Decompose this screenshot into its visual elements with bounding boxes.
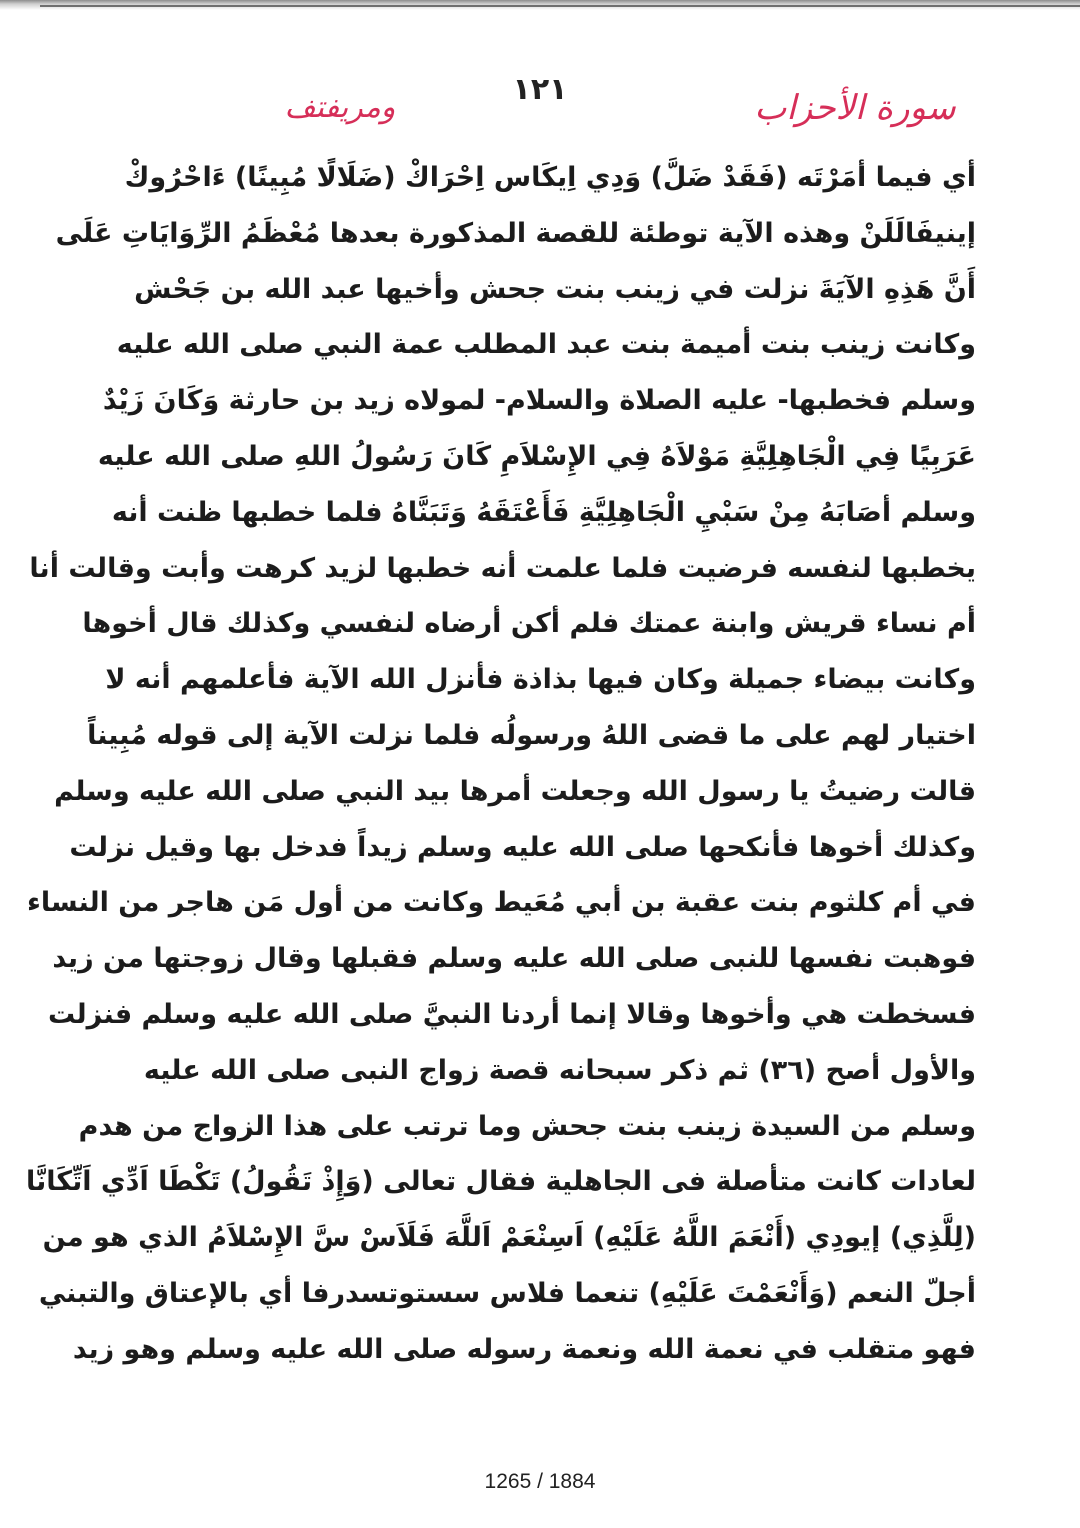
text-line: أَنَّ هَذِهِ الآيَةَ نزلت في زينب بنت جحش وأخيها عبد الله بن جَحْش [134,273,976,305]
viewer-page-indicator: 1265 / 1884 [484,1470,596,1493]
text-line: والأول أصح (٣٦) ثم ذكر سبحانه قصة زواج النبى صلى الله عليه [143,1054,976,1086]
text-line: أم نساء قريش وابنة عمتك فلم أكن أرضاه لنفسي وكذلك قال أخوها [82,608,976,640]
text-line: وسلم من السيدة زينب بنت جحش وما ترتب على هذا الزواج من هدم [78,1110,976,1142]
handwritten-surah-note: سورة الأحزاب [754,88,956,128]
text-line: في أم كلثوم بنت عقبة بن أبي مُعَيط وكانت من أول مَن هاجر من النساء [27,887,976,919]
text-line: اختيار لهم على ما قضى اللهُ ورسولُه فلما نزلت الآية إلى قوله مُبِيناً [87,719,976,751]
text-line: وكذلك أخوها فأنكحها صلى الله عليه وسلم زيداً فدخل بها وقيل نزلت [69,831,976,863]
scan-top-rule [40,5,1080,7]
text-line: فسخطت هي وأخوها وقالا إنما أردنا النبيَّ صلى الله عليه وسلم فنزلت [47,998,976,1030]
text-line: وكانت زينب بنت أميمة بنت عبد المطلب عمة النبي صلى الله عليه [116,329,976,361]
text-line: أي فيما أمَرْتَه (فَقَدْ ضَلَّ) وَدِي اِيكَاس اِحْرَاكْ (ضَلَالًا مُبِينًا) ءَاحْرُوكْ [124,162,976,193]
text-line: إينيفَالَلَنْ وهذه الآية توطئة للقصة المذكورة بعدها مُعْظَمُ الرِّوَايَاتِ عَلَى [55,217,976,249]
text-line: وسلم أصَابَهُ مِنْ سَبْيِ الْجَاهِلِيَّةِ فَأَعْتَقَهُ وَتَبَنَّاهُ فلما خطبها ظنت أنه [111,496,976,528]
text-line: وسلم فخطبها- عليه الصلاة والسلام- لمولاه زيد بن حارثة وَكَانَ زَيْدٌ [102,385,976,417]
page-body-text [26,150,976,1378]
text-line: قالت رضيتُ يا رسول الله وجعلت أمرها بيد النبي صلى الله عليه وسلم [54,775,976,807]
text-line: وكانت بيضاء جميلة وكان فيها بذاذة فأنزل الله الآية فأعلمهم أنه لا [105,664,976,696]
text-line: لعادات كانت متأصلة فى الجاهلية فقال تعالى (وَإِذْ تَقُولُ) تَكْطَا اَدِّي اَتِّكَانَّا [26,1166,976,1198]
text-line: فوهبت نفسها للنبى صلى الله عليه وسلم فقبلها وقال زوجتها من زيد [52,943,976,975]
text-line: أجلّ النعم (وَأَنْعَمْتَ عَلَيْهِ) تنعما فلاس سستوتسدرفا أي بالإعتاق والتبني [38,1277,976,1309]
text-line: يخطبها لنفسه فرضيت فلما علمت أنه خطبها لزيد كرهت وأبت وقالت أنا [29,552,976,584]
text-line: (لِلَّذِي) إيودِي (أَنْعَمَ اللَّهُ عَلَيْهِ) اَسِنْعَمْ اَللَّهَ فَلَاَسْ سَّ الإِسْلاَمُ الذي هو من [42,1222,976,1254]
text-line: فهو متقلب في نعمة الله ونعمة رسوله صلى الله عليه وسلم وهو زيد [72,1333,976,1365]
page-number: ١٢١ [512,72,568,107]
handwritten-margin-note: ومريفتف [284,90,396,125]
text-line: عَرَبِيًا فِي الْجَاهِلِيَّةِ مَوْلاَهُ فِي الإِسْلاَمِ كَانَ رَسُولُ اللهِ صلى الله عليه [97,440,976,472]
